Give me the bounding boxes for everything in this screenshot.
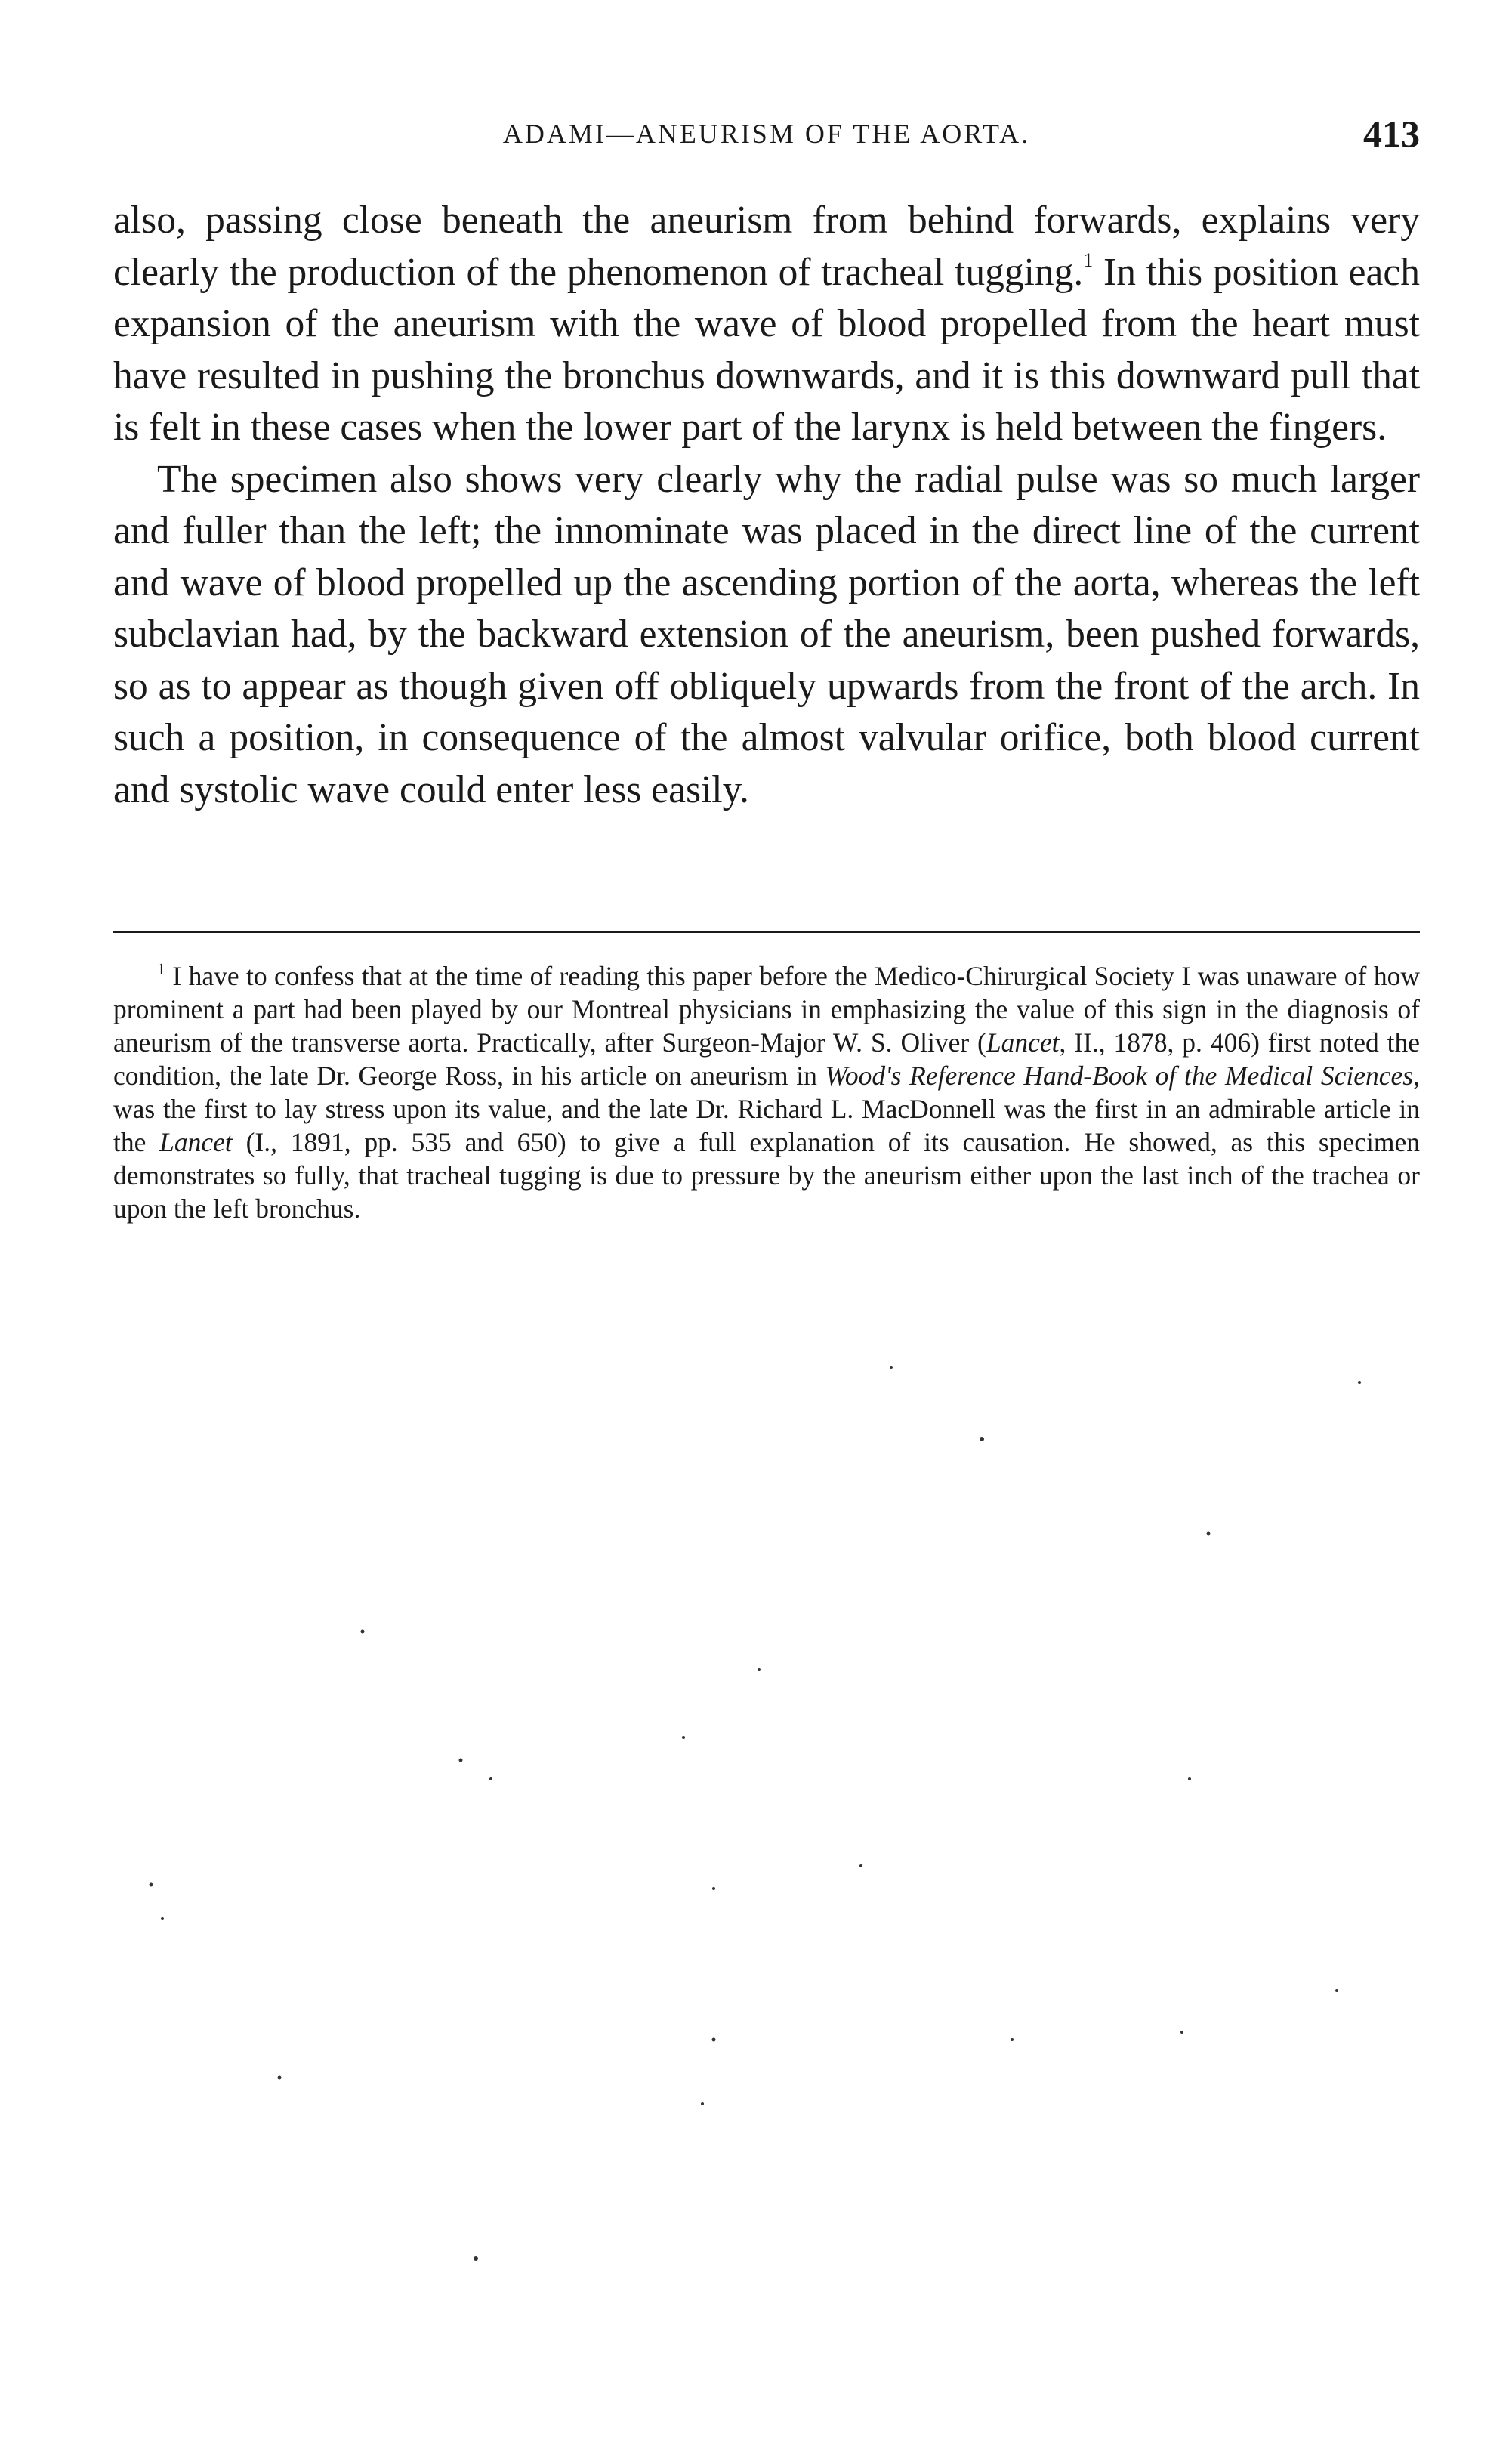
footnote-citation-lancet-1891: Lancet	[159, 1127, 233, 1157]
footnote-text-1: I have to confess that at the time of reading this paper before the Medico-Chirurgical Society I was unaware of how prominent a part had been played by our Montreal physicians in emphasizing the value of this sign in the diagnosis of aneurism of the transverse aorta. Practically, after Surgeon-Major W. S. Oliver (	[113, 961, 1420, 1058]
paragraph-1-text-b: In this position each expansion of the aneurism with the wave of blood propelled from the heart must have resulted in pushing the bronchus downwards, and it is this downward pull that is felt in these cases when the lower part of the larynx is held between the fingers.	[113, 250, 1420, 449]
footnote-text-4: (I., 1891, pp. 535 and 650) to give a full explanation of its causation. He showed, as this specimen demonstrates so fully, that tracheal tugging is due to pressure by the aneurism either upon the last inch of the trachea or upon the left bronchus.	[113, 1127, 1420, 1224]
footnote-mark: 1	[157, 959, 165, 978]
paragraph-1-text-a: also, passing close beneath the aneurism from behind forwards, explains very clearly the production of the phenomenon of tracheal tugging.	[113, 199, 1420, 294]
page-number: 413	[1363, 113, 1420, 155]
footnote-text-3: , was the first to lay stress upon its value, and the late Dr. Richard L. MacDonnell was the first in an admirable article in the	[113, 1061, 1420, 1157]
footnote-citation-lancet-1878: Lancet	[986, 1027, 1060, 1058]
footnote-reference: 1	[1083, 249, 1094, 271]
footnote-citation-woods-handbook: Wood's Reference Hand-Book of the Medical Sciences	[825, 1061, 1414, 1091]
running-title: ADAMI—ANEURISM OF THE AORTA.	[502, 119, 1031, 149]
paragraph-2: The specimen also shows very clearly why the radial pulse was so much larger and fuller than the left; the innominate was placed in the direct line of the current and wave of blood propelled up the ascending portion of the aorta, whereas the left subclavian had, by the backward extension of the aneurism, been pushed forwards, so as to appear as though given off obliquely upwards from the front of the arch. In such a position, in consequence of the almost valvular orifice, both blood current and systolic wave could enter less easily.	[113, 457, 1420, 811]
footnote-text-2: , II., 1878, p. 406) first noted the condition, the late Dr. George Ross, in his article on aneurism in	[113, 1027, 1420, 1091]
